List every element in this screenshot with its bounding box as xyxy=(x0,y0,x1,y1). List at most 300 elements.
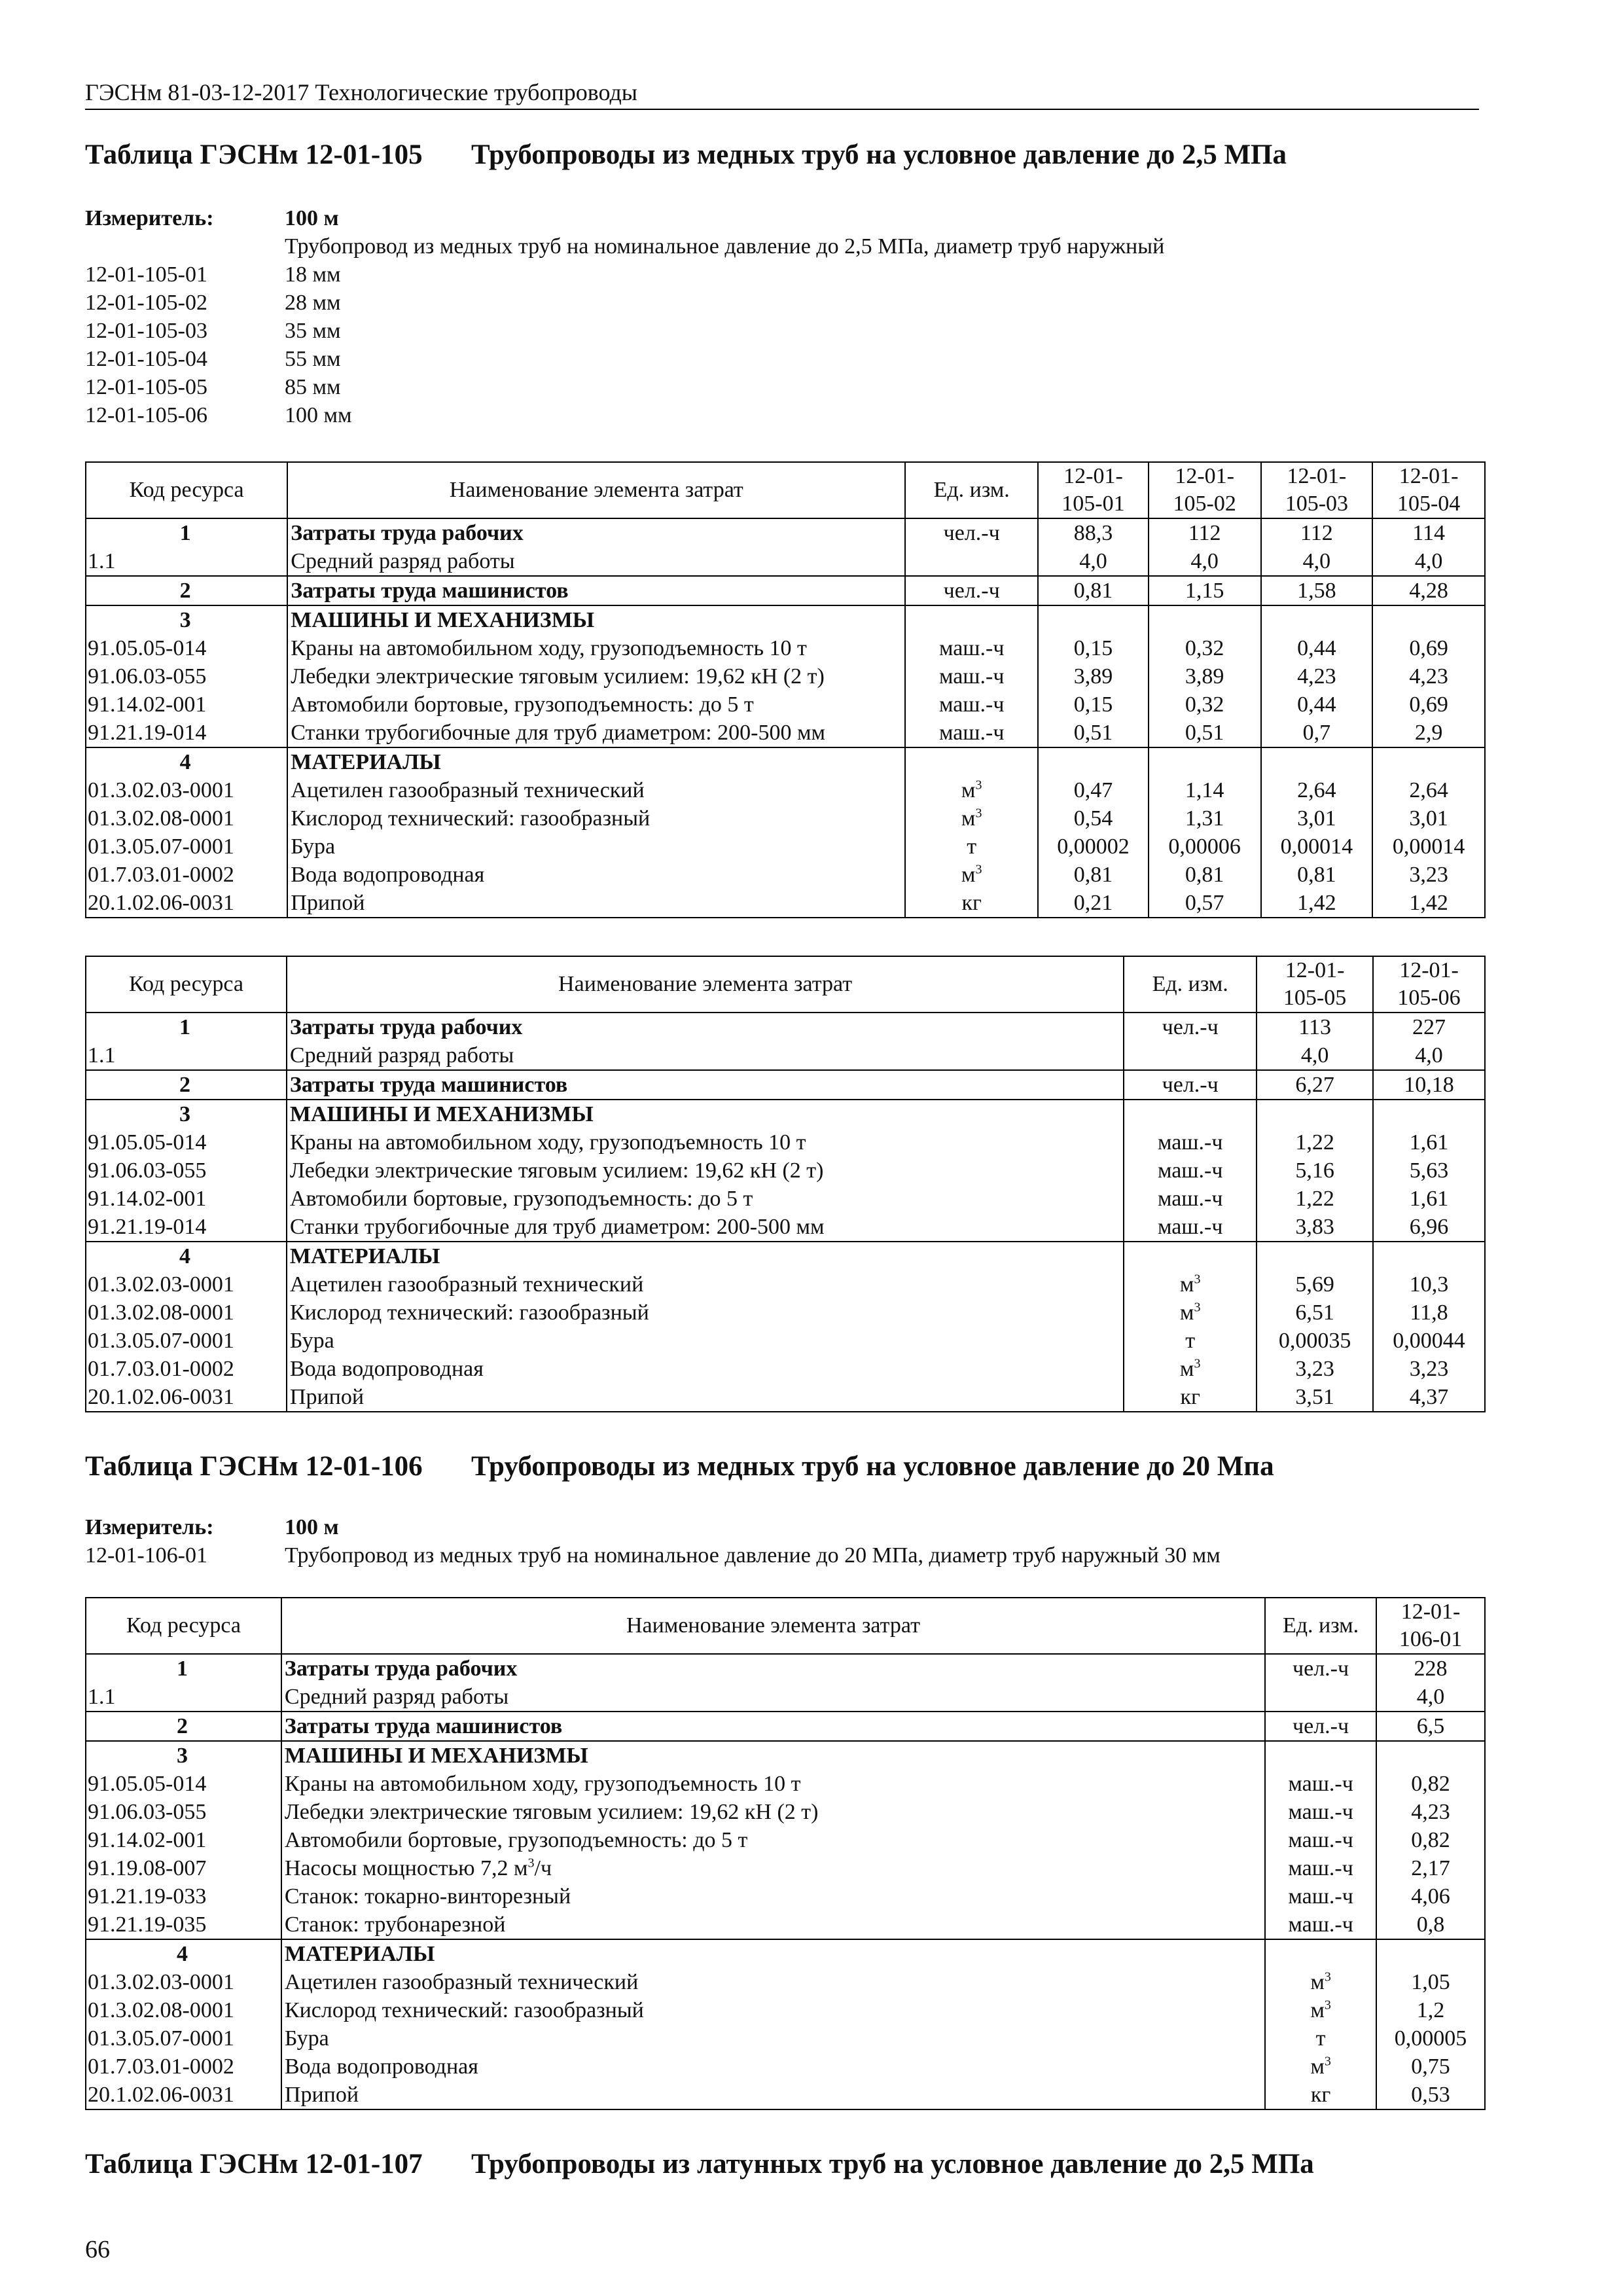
table-row xyxy=(86,1854,1485,1882)
resource-code: 91.19.08-007 xyxy=(86,1854,281,1882)
column-header: Ед. изм. xyxy=(1265,1598,1376,1654)
resource-code: 91.05.05-014 xyxy=(86,1770,281,1798)
resource-code: 01.3.05.07-0001 xyxy=(86,833,287,861)
section-code: Таблица ГЭСНм 12-01-107 xyxy=(85,2149,423,2179)
cost-element-name: МАТЕРИАЛЫ xyxy=(287,1242,1124,1270)
value: 0,32 xyxy=(1149,634,1261,662)
item-code: 12-01-105-03 xyxy=(85,319,207,343)
table-row xyxy=(86,747,1485,776)
column-header: 12-01- 105-04 xyxy=(1372,462,1485,518)
cost-element-name: Краны на автомобильном ходу, грузоподъемность 10 т xyxy=(287,634,905,662)
unit: маш.-ч xyxy=(1265,1910,1376,1939)
column-header: Ед. изм. xyxy=(905,462,1038,518)
column-header: 12-01- 105-05 xyxy=(1257,956,1373,1013)
value: 113 xyxy=(1257,1013,1373,1041)
item-code: 12-01-105-05 xyxy=(85,375,207,399)
value: 1,61 xyxy=(1373,1128,1485,1157)
section-code: Таблица ГЭСНм 12-01-105 xyxy=(85,139,423,170)
cost-element-name: Автомобили бортовые, грузоподъемность: до 5 т xyxy=(281,1826,1265,1854)
item-text: 85 мм xyxy=(285,375,341,399)
value: 4,23 xyxy=(1376,1798,1485,1826)
value: 3,23 xyxy=(1257,1355,1373,1383)
table-row xyxy=(86,518,1485,547)
unit: маш.-ч xyxy=(905,719,1038,747)
cost-element-name: Ацетилен газообразный технический xyxy=(287,1270,1124,1299)
section-name: Трубопроводы из медных труб на условное давление до 2,5 МПа xyxy=(471,139,1287,170)
unit: чел.-ч xyxy=(1265,1712,1376,1741)
value: 3,01 xyxy=(1372,804,1485,833)
unit xyxy=(905,547,1038,576)
resource-code: 91.21.19-035 xyxy=(86,1910,281,1939)
cost-element-name: Средний разряд работы xyxy=(287,1041,1124,1070)
value: 2,64 xyxy=(1261,776,1373,804)
table-row xyxy=(86,1070,1485,1100)
table-row xyxy=(86,2081,1485,2109)
value: 2,9 xyxy=(1372,719,1485,747)
value: 1,61 xyxy=(1373,1185,1485,1213)
column-header: Ед. изм. xyxy=(1124,956,1257,1013)
table-row xyxy=(86,662,1485,691)
value: 1,15 xyxy=(1149,576,1261,605)
section-title-107 xyxy=(85,2148,1314,2181)
running-header: ГЭСНм 81-03-12-2017 Технологические трубопроводы xyxy=(85,79,1479,110)
value: 5,16 xyxy=(1257,1157,1373,1185)
column-header: Код ресурса xyxy=(86,462,287,518)
value: 0,00006 xyxy=(1149,833,1261,861)
table-row xyxy=(86,1157,1485,1185)
value: 0,51 xyxy=(1149,719,1261,747)
value: 0,75 xyxy=(1376,2053,1485,2081)
table-row xyxy=(86,1996,1485,2024)
cost-element-name: Кислород технический: газообразный xyxy=(287,1299,1124,1327)
value xyxy=(1257,1100,1373,1128)
resource-code: 01.7.03.01-0002 xyxy=(86,1355,287,1383)
cost-element-name: Вода водопроводная xyxy=(287,861,905,889)
unit: $м^3$ xyxy=(1124,1355,1257,1383)
resource-code: 01.3.02.03-0001 xyxy=(86,776,287,804)
item-row xyxy=(85,317,1164,345)
item-row xyxy=(85,373,1164,401)
cost-element-name: Затраты труда машинистов xyxy=(287,576,905,605)
table-row xyxy=(86,1826,1485,1854)
unit: кг xyxy=(1124,1383,1257,1412)
resource-table-3 xyxy=(85,1597,1486,2110)
resource-code: 2 xyxy=(86,1070,287,1100)
table-row xyxy=(86,605,1485,634)
unit: $м^3$ xyxy=(1265,1968,1376,1996)
table-row xyxy=(86,1041,1485,1070)
table-header-row xyxy=(86,1598,1485,1654)
unit: маш.-ч xyxy=(1124,1128,1257,1157)
page-number: 66 xyxy=(85,2236,110,2263)
section-name: Трубопроводы из медных труб на условное давление до 20 Мпа xyxy=(471,1451,1274,1482)
unit: т xyxy=(905,833,1038,861)
cost-element-name: Автомобили бортовые, грузоподъемность: до 5 т xyxy=(287,691,905,719)
value: 4,0 xyxy=(1038,547,1149,576)
cost-element-name: МАШИНЫ И МЕХАНИЗМЫ xyxy=(287,1100,1124,1128)
value: 3,01 xyxy=(1261,804,1373,833)
value xyxy=(1376,1939,1485,1968)
value: 88,3 xyxy=(1038,518,1149,547)
cost-element-name: Средний разряд работы xyxy=(287,547,905,576)
value xyxy=(1261,605,1373,634)
cost-element-name: Затраты труда машинистов xyxy=(287,1070,1124,1100)
value: 0,81 xyxy=(1038,861,1149,889)
resource-code: 20.1.02.06-0031 xyxy=(86,1383,287,1412)
cost-element-name: Затраты труда машинистов xyxy=(281,1712,1265,1741)
value: 1,22 xyxy=(1257,1185,1373,1213)
value xyxy=(1149,747,1261,776)
value: 4,28 xyxy=(1372,576,1485,605)
value: 4,37 xyxy=(1373,1383,1485,1412)
table-row xyxy=(86,776,1485,804)
cost-element-name: Ацетилен газообразный технический xyxy=(281,1968,1265,1996)
table-row xyxy=(86,1383,1485,1412)
cost-element-name: Автомобили бортовые, грузоподъемность: до 5 т xyxy=(287,1185,1124,1213)
item-code: 12-01-105-06 xyxy=(85,403,207,427)
resource-code: 20.1.02.06-0031 xyxy=(86,2081,281,2109)
resource-code: 91.21.19-033 xyxy=(86,1882,281,1910)
cost-element-name: Бура xyxy=(287,1327,1124,1355)
table-row xyxy=(86,1100,1485,1128)
value: 0,81 xyxy=(1261,861,1373,889)
value: 0,7 xyxy=(1261,719,1373,747)
value: 112 xyxy=(1261,518,1373,547)
table-header-row xyxy=(86,462,1485,518)
value: 227 xyxy=(1373,1013,1485,1041)
table-row xyxy=(86,1270,1485,1299)
table-row xyxy=(86,1968,1485,1996)
resource-code: 2 xyxy=(86,1712,281,1741)
item-code: 12-01-105-02 xyxy=(85,291,207,315)
value: 1,42 xyxy=(1261,889,1373,918)
resource-code: 1 xyxy=(86,1013,287,1041)
value: 4,0 xyxy=(1257,1041,1373,1070)
unit: $м^3$ xyxy=(1124,1270,1257,1299)
column-header: Код ресурса xyxy=(86,1598,281,1654)
value: 4,23 xyxy=(1261,662,1373,691)
item-text: 28 мм xyxy=(285,291,341,315)
unit: чел.-ч xyxy=(1265,1654,1376,1683)
unit xyxy=(905,747,1038,776)
meter-value: 100 м xyxy=(285,206,339,230)
value: 0,00014 xyxy=(1372,833,1485,861)
value: 0,00014 xyxy=(1261,833,1373,861)
meter-value: 100 м xyxy=(285,1515,339,1539)
resource-code: 2 xyxy=(86,576,287,605)
unit: $м^3$ xyxy=(1265,1996,1376,2024)
cost-element-name: Вода водопроводная xyxy=(287,1355,1124,1383)
resource-code: 91.14.02-001 xyxy=(86,691,287,719)
table-row xyxy=(86,691,1485,719)
unit: маш.-ч xyxy=(1124,1157,1257,1185)
section-meta-105 xyxy=(85,204,1164,429)
table-row xyxy=(86,576,1485,605)
unit xyxy=(1265,1683,1376,1712)
value: 3,83 xyxy=(1257,1213,1373,1242)
resource-code: 01.3.02.08-0001 xyxy=(86,1996,281,2024)
table-row xyxy=(86,1013,1485,1041)
resource-code: 01.3.05.07-0001 xyxy=(86,1327,287,1355)
value: 4,23 xyxy=(1372,662,1485,691)
value: 1,2 xyxy=(1376,1996,1485,2024)
value xyxy=(1149,605,1261,634)
value: 3,23 xyxy=(1373,1355,1485,1383)
table-row xyxy=(86,1770,1485,1798)
value: 1,14 xyxy=(1149,776,1261,804)
resource-code: 01.3.02.08-0001 xyxy=(86,1299,287,1327)
section-code: Таблица ГЭСНм 12-01-106 xyxy=(85,1451,423,1482)
table-row xyxy=(86,1299,1485,1327)
table-row xyxy=(86,804,1485,833)
section-title-105 xyxy=(85,139,1287,171)
value: 6,5 xyxy=(1376,1712,1485,1741)
cost-element-name: Затраты труда рабочих xyxy=(287,1013,1124,1041)
cost-element-name: МАШИНЫ И МЕХАНИЗМЫ xyxy=(287,605,905,634)
resource-code: 01.3.02.03-0001 xyxy=(86,1968,281,1996)
cost-element-name: Вода водопроводная xyxy=(281,2053,1265,2081)
resource-code: 1 xyxy=(86,1654,281,1683)
value xyxy=(1372,605,1485,634)
cost-element-name: Средний разряд работы xyxy=(281,1683,1265,1712)
value: 0,8 xyxy=(1376,1910,1485,1939)
value: 4,06 xyxy=(1376,1882,1485,1910)
resource-code: 1.1 xyxy=(86,1683,281,1712)
unit xyxy=(1265,1939,1376,1968)
unit xyxy=(1124,1041,1257,1070)
resource-code: 91.21.19-014 xyxy=(86,719,287,747)
unit: маш.-ч xyxy=(1265,1798,1376,1826)
item-row xyxy=(85,345,1164,373)
value: 0,00035 xyxy=(1257,1327,1373,1355)
resource-code: 91.14.02-001 xyxy=(86,1826,281,1854)
value: 4,0 xyxy=(1376,1683,1485,1712)
resource-code: 3 xyxy=(86,1100,287,1128)
resource-code: 1 xyxy=(86,518,287,547)
unit: т xyxy=(1265,2024,1376,2053)
resource-code: 01.3.05.07-0001 xyxy=(86,2024,281,2053)
value: 0,81 xyxy=(1149,861,1261,889)
resource-code: 4 xyxy=(86,1242,287,1270)
cost-element-name: Краны на автомобильном ходу, грузоподъемность 10 т xyxy=(287,1128,1124,1157)
cost-element-name: МАТЕРИАЛЫ xyxy=(287,747,905,776)
table-header-row xyxy=(86,956,1485,1013)
cost-element-name: Затраты труда рабочих xyxy=(281,1654,1265,1683)
unit: маш.-ч xyxy=(1265,1770,1376,1798)
cost-element-name: Бура xyxy=(281,2024,1265,2053)
item-row xyxy=(85,289,1164,317)
value xyxy=(1261,747,1373,776)
column-header: Наименование элемента затрат xyxy=(287,462,905,518)
value: 2,64 xyxy=(1372,776,1485,804)
unit: кг xyxy=(905,889,1038,918)
value: 5,63 xyxy=(1373,1157,1485,1185)
value: 0,00002 xyxy=(1038,833,1149,861)
value: 228 xyxy=(1376,1654,1485,1683)
table-row xyxy=(86,1355,1485,1383)
value: 0,32 xyxy=(1149,691,1261,719)
resource-table-2 xyxy=(85,956,1486,1412)
value xyxy=(1038,605,1149,634)
value: 6,96 xyxy=(1373,1213,1485,1242)
value: 112 xyxy=(1149,518,1261,547)
section-title-106 xyxy=(85,1450,1274,1483)
resource-code: 91.14.02-001 xyxy=(86,1185,287,1213)
cost-element-name: Станки трубогибочные для труб диаметром: 200-500 мм xyxy=(287,719,905,747)
cost-element-name: Бура xyxy=(287,833,905,861)
value: 2,17 xyxy=(1376,1854,1485,1882)
value: 11,8 xyxy=(1373,1299,1485,1327)
column-header: Код ресурса xyxy=(86,956,287,1013)
cost-element-name: Станки трубогибочные для труб диаметром: 200-500 мм xyxy=(287,1213,1124,1242)
value: 3,51 xyxy=(1257,1383,1373,1412)
unit xyxy=(1265,1741,1376,1770)
unit: маш.-ч xyxy=(905,691,1038,719)
cost-element-name: Припой xyxy=(281,2081,1265,2109)
cost-element-name: Лебедки электрические тяговым усилием: 19,62 кН (2 т) xyxy=(287,1157,1124,1185)
value: 4,0 xyxy=(1373,1041,1485,1070)
table-row xyxy=(86,719,1485,747)
resource-code: 3 xyxy=(86,605,287,634)
cost-element-name: Лебедки электрические тяговым усилием: 19,62 кН (2 т) xyxy=(281,1798,1265,1826)
table-row xyxy=(86,1798,1485,1826)
value xyxy=(1373,1100,1485,1128)
table-row xyxy=(86,861,1485,889)
value: 1,05 xyxy=(1376,1968,1485,1996)
resource-code: 91.05.05-014 xyxy=(86,1128,287,1157)
resource-code: 01.3.02.03-0001 xyxy=(86,1270,287,1299)
value: 10,18 xyxy=(1373,1070,1485,1100)
resource-code: 91.06.03-055 xyxy=(86,1798,281,1826)
unit xyxy=(1124,1242,1257,1270)
table-row xyxy=(86,1327,1485,1355)
value: 1,31 xyxy=(1149,804,1261,833)
value: 5,69 xyxy=(1257,1270,1373,1299)
value: 4,0 xyxy=(1149,547,1261,576)
table-row xyxy=(86,1939,1485,1968)
item-text: 100 мм xyxy=(285,403,352,427)
resource-code: 1.1 xyxy=(86,1041,287,1070)
cost-element-name: МАТЕРИАЛЫ xyxy=(281,1939,1265,1968)
value: 1,42 xyxy=(1372,889,1485,918)
column-header: Наименование элемента затрат xyxy=(287,956,1124,1013)
value: 0,21 xyxy=(1038,889,1149,918)
value: 6,51 xyxy=(1257,1299,1373,1327)
unit: $м^3$ xyxy=(905,861,1038,889)
value: 3,89 xyxy=(1038,662,1149,691)
item-text: 55 мм xyxy=(285,347,341,371)
column-header: Наименование элемента затрат xyxy=(281,1598,1265,1654)
value: 0,69 xyxy=(1372,634,1485,662)
value xyxy=(1038,747,1149,776)
table-row xyxy=(86,1128,1485,1157)
resource-code: 01.7.03.01-0002 xyxy=(86,861,287,889)
resource-code: 91.05.05-014 xyxy=(86,634,287,662)
value: 0,57 xyxy=(1149,889,1261,918)
value: 0,44 xyxy=(1261,691,1373,719)
value: 10,3 xyxy=(1373,1270,1485,1299)
table-row xyxy=(86,833,1485,861)
table-row xyxy=(86,547,1485,576)
value: 3,89 xyxy=(1149,662,1261,691)
value: 0,69 xyxy=(1372,691,1485,719)
column-header: 12-01- 105-01 xyxy=(1038,462,1149,518)
cost-element-name: Насосы мощностью 7,2 $м^3/ч$ xyxy=(281,1854,1265,1882)
value: 0,00005 xyxy=(1376,2024,1485,2053)
table-row xyxy=(86,1213,1485,1242)
cost-element-name: Ацетилен газообразный технический xyxy=(287,776,905,804)
table-row xyxy=(86,2024,1485,2053)
item-code: 12-01-105-01 xyxy=(85,262,207,287)
unit: маш.-ч xyxy=(1265,1854,1376,1882)
value xyxy=(1257,1242,1373,1270)
item-text: Трубопровод из медных труб на номинальное давление до 20 МПа, диаметр труб наружный 30 мм xyxy=(285,1543,1221,1568)
value: 0,15 xyxy=(1038,691,1149,719)
table-row xyxy=(86,634,1485,662)
value xyxy=(1376,1741,1485,1770)
table-row xyxy=(86,889,1485,918)
unit: $м^3$ xyxy=(905,776,1038,804)
resource-code: 3 xyxy=(86,1741,281,1770)
value: 0,44 xyxy=(1261,634,1373,662)
resource-code: 4 xyxy=(86,747,287,776)
item-text: 18 мм xyxy=(285,262,341,287)
column-header: 12-01- 105-06 xyxy=(1373,956,1485,1013)
resource-table-1 xyxy=(85,461,1486,918)
value: 4,0 xyxy=(1372,547,1485,576)
table-row xyxy=(86,1910,1485,1939)
unit: маш.-ч xyxy=(905,662,1038,691)
table-row xyxy=(86,1185,1485,1213)
item-text: 35 мм xyxy=(285,319,341,343)
item-list xyxy=(85,260,1164,429)
unit: $м^3$ xyxy=(1265,2053,1376,2081)
value: 0,51 xyxy=(1038,719,1149,747)
cost-element-name: Припой xyxy=(287,889,905,918)
unit xyxy=(1124,1100,1257,1128)
value: 0,00044 xyxy=(1373,1327,1485,1355)
resource-code: 91.06.03-055 xyxy=(86,1157,287,1185)
resource-code: 01.7.03.01-0002 xyxy=(86,2053,281,2081)
unit: т xyxy=(1124,1327,1257,1355)
unit: кг xyxy=(1265,2081,1376,2109)
table-row xyxy=(86,1712,1485,1741)
value xyxy=(1373,1242,1485,1270)
meter-label: Измеритель: xyxy=(85,1515,214,1539)
unit: $м^3$ xyxy=(1124,1299,1257,1327)
cost-element-name: Кислород технический: газообразный xyxy=(281,1996,1265,2024)
section-name: Трубопроводы из латунных труб на условное давление до 2,5 МПа xyxy=(471,2149,1314,2179)
resource-code: 1.1 xyxy=(86,547,287,576)
value: 0,15 xyxy=(1038,634,1149,662)
unit: маш.-ч xyxy=(1124,1213,1257,1242)
meter-label: Измеритель: xyxy=(85,206,214,230)
unit: маш.-ч xyxy=(1265,1882,1376,1910)
cost-element-name: Станок: трубонарезной xyxy=(281,1910,1265,1939)
section-description: Трубопровод из медных труб на номинальное давление до 2,5 МПа, диаметр труб наружный xyxy=(285,234,1165,259)
value: 6,27 xyxy=(1257,1070,1373,1100)
value: 0,81 xyxy=(1038,576,1149,605)
column-header: 12-01- 106-01 xyxy=(1376,1598,1485,1654)
unit: чел.-ч xyxy=(905,518,1038,547)
cost-element-name: МАШИНЫ И МЕХАНИЗМЫ xyxy=(281,1741,1265,1770)
value: 114 xyxy=(1372,518,1485,547)
value: 0,82 xyxy=(1376,1770,1485,1798)
unit: маш.-ч xyxy=(1265,1826,1376,1854)
value: 1,22 xyxy=(1257,1128,1373,1157)
cost-element-name: Краны на автомобильном ходу, грузоподъемность 10 т xyxy=(281,1770,1265,1798)
unit: маш.-ч xyxy=(1124,1185,1257,1213)
